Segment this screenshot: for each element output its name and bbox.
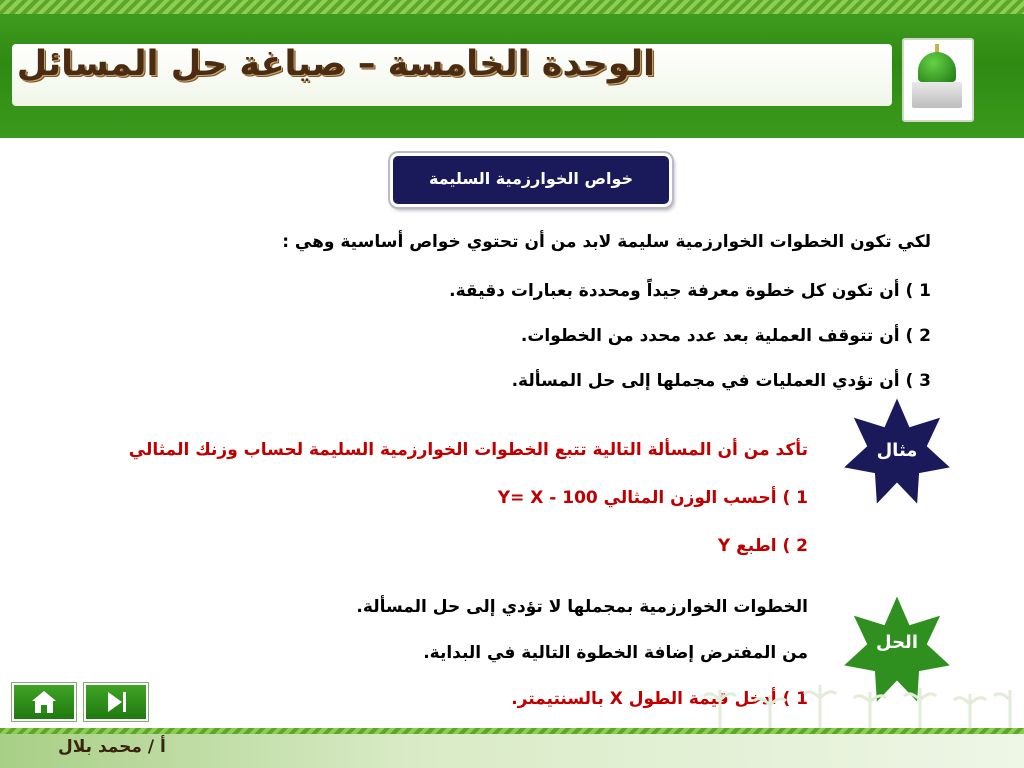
example-badge	[838, 392, 956, 510]
footer-stripe	[0, 728, 1024, 734]
solution-line: 1 ) أدخل قيمة الطول X بالسنتيمتر.	[511, 689, 808, 709]
solution-line: من المفترض إضافة الخطوة التالية في البداية.	[423, 643, 808, 663]
top-stripe	[0, 0, 1024, 14]
example-step: 2 ) اطبع Y	[717, 536, 808, 556]
green-dome-icon	[918, 52, 956, 82]
solution-line: الخطوات الخوارزمية بمجملها لا تؤدي إلى حل المسألة.	[356, 597, 808, 617]
property-item: 2 ) أن تتوقف العملية بعد عدد محدد من الخطوات.	[520, 326, 931, 346]
example-text: تأكد من أن المسألة التالية تتبع الخطوات الخوارزمية السليمة لحساب وزنك المثالي	[128, 440, 808, 460]
page-title: الوحدة الخامسة – صياغة حل المسائل	[16, 44, 655, 84]
author-credit: أ / محمد بلال	[58, 737, 166, 757]
example-step: 1 ) أحسب الوزن المثالي Y= X - 100	[497, 488, 808, 508]
property-item: 3 ) أن تؤدي العمليات في مجملها إلى حل المسألة.	[511, 371, 931, 391]
example-badge-label: مثال	[876, 440, 918, 461]
intro-text: لكي تكون الخطوات الخوارزمية سليمة لابد من أن تحتوي خواص أساسية وهي :	[282, 232, 931, 252]
sprouts-decoration	[700, 670, 1024, 730]
next-icon	[86, 685, 146, 719]
section-label: خواص الخوارزمية السليمة	[390, 153, 672, 207]
next-button[interactable]	[84, 683, 148, 721]
property-item: 1 ) أن تكون كل خطوة معرفة جيداً ومحددة بعبارات دقيقة.	[449, 281, 931, 301]
home-button[interactable]	[12, 683, 76, 721]
solution-badge-label: الحل	[876, 632, 918, 653]
mosque-logo	[902, 38, 974, 122]
home-icon	[14, 685, 74, 719]
mosque-base	[912, 82, 962, 108]
